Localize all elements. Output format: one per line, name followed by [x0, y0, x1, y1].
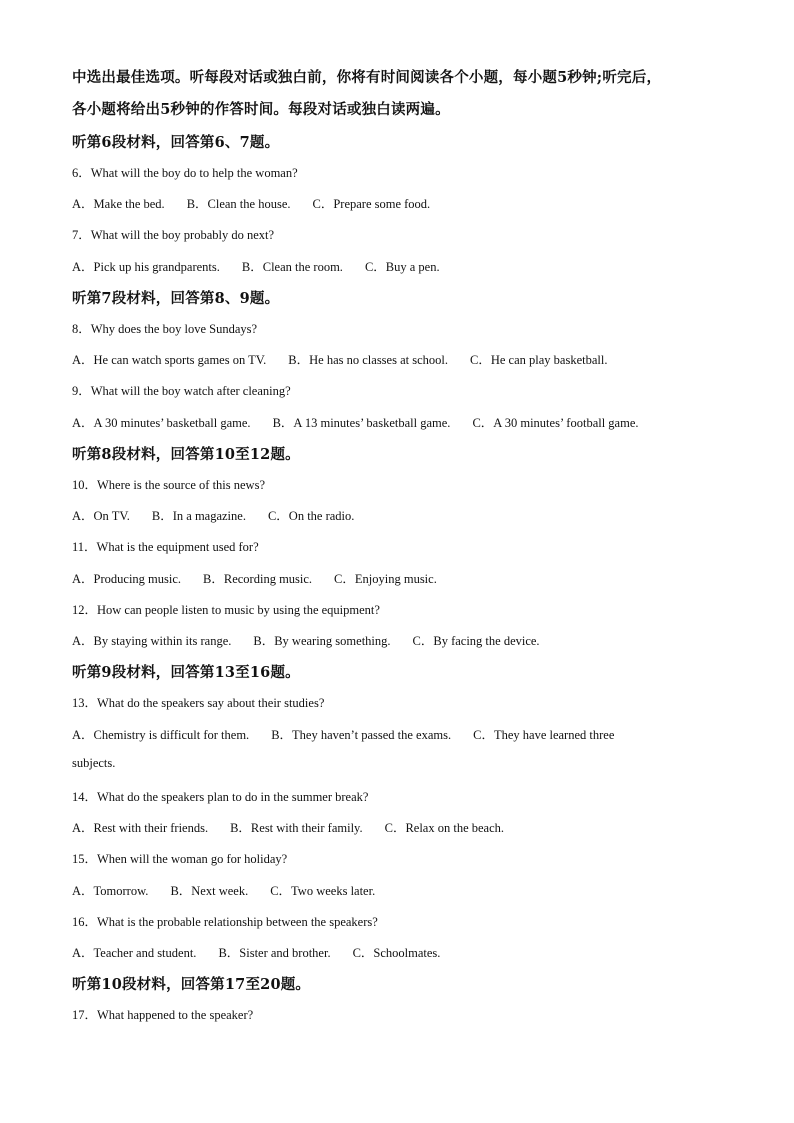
question-11: 11．What is the equipment used for?	[72, 540, 259, 554]
options-14	[72, 818, 504, 836]
question-9: 9．What will the boy watch after cleaning?	[72, 384, 291, 398]
options-13	[72, 725, 614, 743]
options-12	[72, 631, 540, 649]
question-17: 17．What happened to the speaker?	[72, 1008, 254, 1022]
question-14: 14．What do the speakers plan to do in the summer break?	[72, 790, 369, 804]
option-13-a: A．Chemistry is difficult for them.	[72, 728, 250, 742]
options-6	[72, 194, 430, 212]
option-6-b: B．Clean the house.	[186, 197, 291, 211]
option-13-c: C．They have learned three	[473, 728, 615, 742]
option-12-c: C．By facing the device.	[412, 634, 540, 648]
option-15-a: A．Tomorrow.	[72, 884, 149, 898]
question-7: 7．What will the boy probably do next?	[72, 228, 275, 242]
option-7-a: A．Pick up his grandparents.	[72, 260, 220, 274]
option-14-b: B．Rest with their family.	[230, 821, 363, 835]
section-heading-8: 听第8段材料，回答第10至12题。	[72, 446, 300, 463]
question-6: 6．What will the boy do to help the woman?	[72, 166, 298, 180]
question-16: 16．What is the probable relationship between the speakers?	[72, 915, 378, 929]
options-7	[72, 257, 440, 275]
option-10-b: B．In a magazine.	[151, 509, 246, 523]
options-8	[72, 350, 607, 368]
options-16	[72, 943, 440, 961]
question-15: 15．When will the woman go for holiday?	[72, 852, 288, 866]
option-11-c: C．Enjoying music.	[334, 572, 437, 586]
instructions-line-2: 各小题将给出5秒钟的作答时间。每段对话或独白读两遍。	[72, 101, 450, 118]
options-13-continuation: subjects.	[72, 756, 116, 770]
option-6-a: A．Make the bed.	[72, 197, 165, 211]
section-heading-9: 听第9段材料，回答第13至16题。	[72, 664, 300, 681]
options-10	[72, 506, 354, 524]
option-11-a: A．Producing music.	[72, 572, 182, 586]
option-8-b: B．He has no classes at school.	[288, 353, 448, 367]
option-6-c: C．Prepare some food.	[312, 197, 431, 211]
instructions-line-1: 中选出最佳选项。听每段对话或独白前，你将有时间阅读各个小题，每小题5秒钟;听完后，	[72, 69, 662, 86]
question-10: 10．Where is the source of this news?	[72, 478, 265, 492]
option-9-b: B．A 13 minutes’ basketball game.	[272, 416, 451, 430]
option-10-a: A．On TV.	[72, 509, 130, 523]
option-8-c: C．He can play basketball.	[470, 353, 608, 367]
option-16-c: C．Schoolmates.	[352, 946, 441, 960]
option-12-b: B．By wearing something.	[253, 634, 391, 648]
options-11	[72, 569, 437, 587]
question-8: 8．Why does the boy love Sundays?	[72, 322, 258, 336]
question-12: 12．How can people listen to music by using the equipment?	[72, 603, 380, 617]
option-14-a: A．Rest with their friends.	[72, 821, 209, 835]
option-16-b: B．Sister and brother.	[218, 946, 331, 960]
option-13-b: B．They haven’t passed the exams.	[271, 728, 452, 742]
section-heading-10: 听第10段材料，回答第17至20题。	[72, 976, 311, 993]
options-9	[72, 413, 639, 431]
option-15-b: B．Next week.	[170, 884, 249, 898]
option-9-a: A．A 30 minutes’ basketball game.	[72, 416, 251, 430]
option-7-c: C．Buy a pen.	[364, 260, 440, 274]
section-heading-7: 听第7段材料，回答第8、9题。	[72, 290, 280, 307]
option-7-b: B．Clean the room.	[241, 260, 343, 274]
options-15	[72, 881, 375, 899]
section-heading-6: 听第6段材料，回答第6、7题。	[72, 134, 280, 151]
option-9-c: C．A 30 minutes’ football game.	[472, 416, 639, 430]
option-14-c: C．Relax on the beach.	[384, 821, 505, 835]
option-8-a: A．He can watch sports games on TV.	[72, 353, 267, 367]
option-10-c: C．On the radio.	[267, 509, 355, 523]
option-15-c: C．Two weeks later.	[270, 884, 376, 898]
option-11-b: B．Recording music.	[203, 572, 313, 586]
option-16-a: A．Teacher and student.	[72, 946, 197, 960]
option-12-a: A．By staying within its range.	[72, 634, 232, 648]
question-13: 13．What do the speakers say about their studies?	[72, 696, 325, 710]
